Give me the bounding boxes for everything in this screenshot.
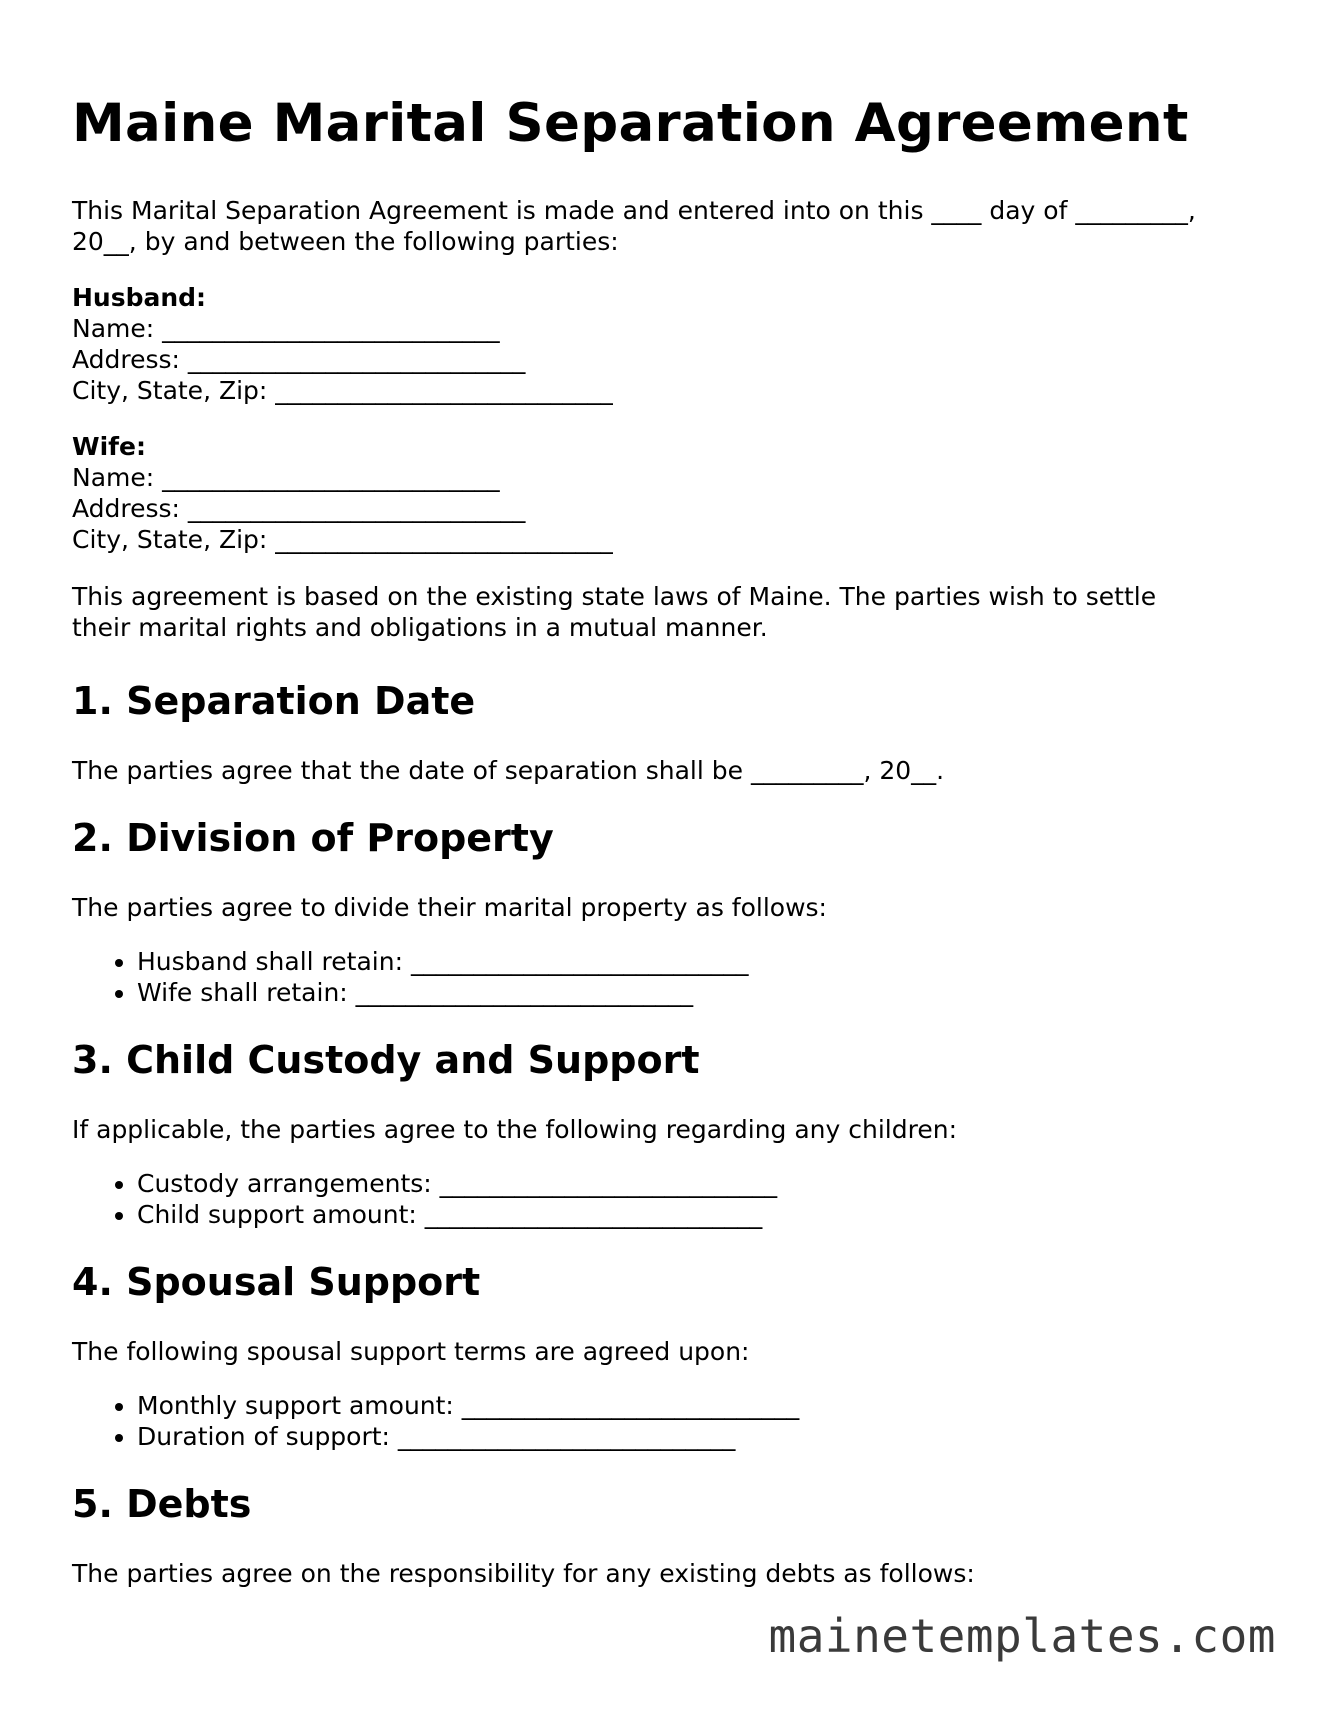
- section-body-division-of-property: The parties agree to divide their marital property as follows:: [72, 893, 827, 922]
- section-heading-division-of-property: 2. Division of Property: [72, 816, 554, 860]
- list-item: • Wife shall retain: ___________________________: [137, 977, 1262, 1008]
- section-body-separation-date: The parties agree that the date of separation shall be _________, 20__.: [72, 756, 945, 785]
- list-item: • Custody arrangements: ___________________________: [137, 1168, 1262, 1199]
- watermark: mainetemplates.com: [768, 1609, 1276, 1663]
- wife-name-field: Name: ___________________________: [72, 463, 500, 492]
- custody-list: [72, 1168, 1262, 1230]
- section-body-child-custody: If applicable, the parties agree to the following regarding any children:: [72, 1115, 957, 1144]
- document-title: Maine Marital Separation Agreement: [72, 93, 1189, 154]
- wife-city-field: City, State, Zip: ___________________________: [72, 525, 613, 554]
- intro-line-2: 20__, by and between the following parties:: [72, 227, 619, 256]
- section-heading-debts: 5. Debts: [72, 1482, 252, 1526]
- section-heading-child-custody: 3. Child Custody and Support: [72, 1038, 700, 1082]
- list-item: • Husband shall retain: ___________________________: [137, 946, 1262, 977]
- husband-city-field: City, State, Zip: ___________________________: [72, 376, 613, 405]
- property-list: [72, 946, 1262, 1008]
- basis-line-2: their marital rights and obligations in a mutual manner.: [72, 613, 768, 642]
- document-page: [72, 0, 1262, 1589]
- basis-line-1: This agreement is based on the existing state laws of Maine. The parties wish to settle: [72, 582, 1157, 611]
- list-item: • Monthly support amount: ___________________________: [137, 1390, 1262, 1421]
- section-body-debts: The parties agree on the responsibility for any existing debts as follows:: [72, 1559, 975, 1588]
- intro-paragraph: [72, 195, 1262, 257]
- husband-label: Husband:: [72, 283, 207, 312]
- wife-address-field: Address: ___________________________: [72, 494, 526, 523]
- husband-name-field: Name: ___________________________: [72, 314, 500, 343]
- wife-label: Wife:: [72, 432, 146, 461]
- section-body-spousal-support: The following spousal support terms are agreed upon:: [72, 1337, 750, 1366]
- list-item: • Child support amount: ___________________________: [137, 1199, 1262, 1230]
- husband-block: [72, 282, 1262, 406]
- intro-line-1: This Marital Separation Agreement is made and entered into on this ____ day of _________,: [72, 196, 1196, 225]
- wife-block: [72, 431, 1262, 555]
- spousal-support-list: [72, 1390, 1262, 1452]
- list-item: • Duration of support: ___________________________: [137, 1421, 1262, 1452]
- section-heading-spousal-support: 4. Spousal Support: [72, 1260, 481, 1304]
- husband-address-field: Address: ___________________________: [72, 345, 526, 374]
- basis-paragraph: [72, 581, 1262, 643]
- section-heading-separation-date: 1. Separation Date: [72, 679, 476, 723]
